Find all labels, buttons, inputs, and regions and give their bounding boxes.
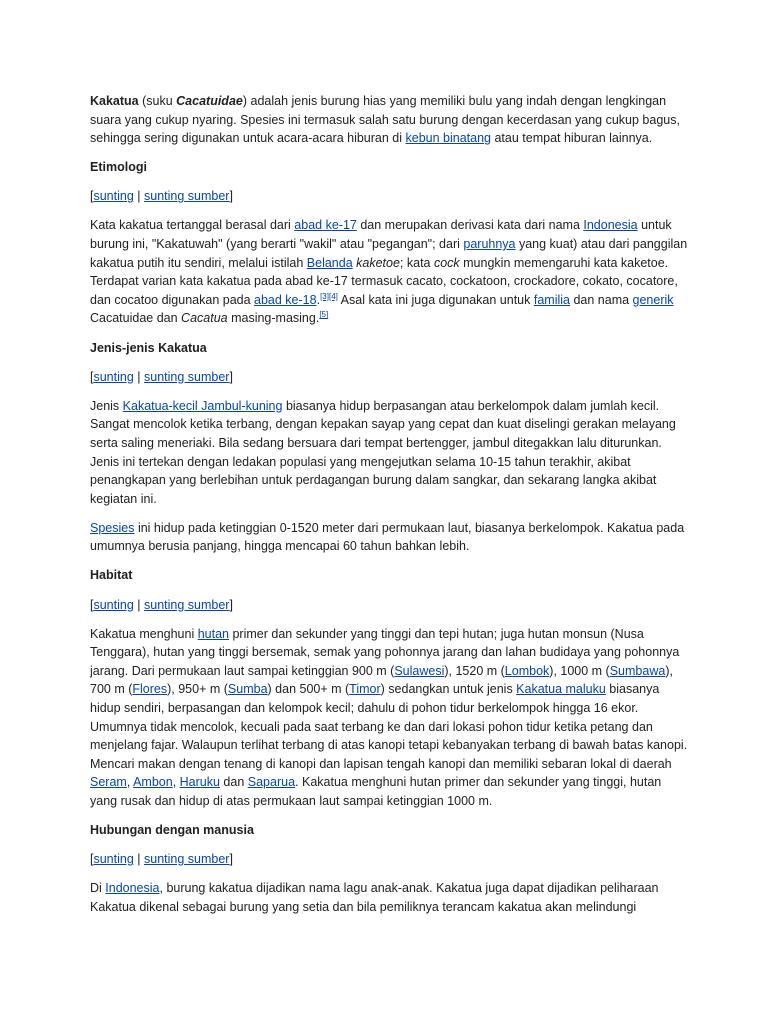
link-generik[interactable]: generik [632,292,674,307]
link-sulawesi[interactable]: Sulawesi [394,663,445,678]
habitat-paragraph: Kakatua menghuni hutan primer dan sekunder yang tinggi dan tepi hutan; juga hutan monsun (Nusa Tenggara), hutan yang tinggi bersemak, semak yang pohonnya jarang dan lahan budidaya yang pohonnya jarang. Dari permukaan laut sampai ketinggian 900 m (Sulawesi), 1520 m (Lombok), 1000 m (Sumbawa), 700 m (Flores), 950+ m (Sumba) dan 500+ m (Timor) sedangkan untuk jenis Kakatua maluku biasanya hidup sendiri, berpasangan dan kelompok kecil; dahulu di pohon tidur berkelompok hingga 16 ekor. Umumnya tidak mencolok, kecuali pada saat terbang ke dan dari lokasi pohon tidur ketika petang dan menjelang fajar. Walaupun terlihat terbang di atas kanopi tetapi kebanyakan terbang di bawah batas kanopi. Mencari makan dengan tenang di kanopi dan lapisan tengah kanopi dan memiliki sebaran lokal di daerah Seram, Ambon, Haruku dan Saparua. Kakatua menghuni hutan primer dan sekunder yang tinggi, hutan yang rusak dan hidup di atas permukaan laut sampai ketinggian 1000 m. [90,626,688,808]
link-sumba[interactable]: Sumba [227,682,268,697]
edit-link-sunting[interactable]: sunting [93,189,134,204]
link-lombok[interactable]: Lombok [504,663,550,678]
article-term: Kakatua [90,94,139,108]
jenis-paragraph-2: Spesies ini hidup pada ketinggian 0-1520 meter dari permukaan laut, biasanya berkelompok. Kakatua pada umumnya berusia panjang, hingga mencapai 60 tahun bahkan lebih. [90,520,685,554]
jenis-paragraph-1: Jenis Kakatua-kecil Jambul-kuning biasanya hidup berpasangan atau berkelompok dalam jumlah kecil. Sangat mencolok ketika terbang, dengan kepakan sayap yang cepat dan kuat diselingi gerakan melayang serta saling meneriaki. Bila sedang bersuara dari tempat bertengger, jambul ditegakkan lalu diturunkan. Jenis ini tertekan dengan ledakan populasi yang mengejutkan selama 10-15 tahun terakhir, akibat penangkapan yang berlebihan untuk perdagangan burung dalam sangkar, dan sekarang langka akibat kegiatan ini. [90,398,676,506]
edit-link-sunting-sumber[interactable]: sunting sumber [144,597,230,612]
hubungan-paragraph: Di Indonesia, burung kakatua dijadikan nama lagu anak-anak. Kakatua juga dapat dijadikan peliharaan Kakatua dikenal sebagai burung yang setia dan bila pemiliknya terancam kakatua akan melindungi [90,881,659,914]
link-hutan[interactable]: hutan [197,626,229,641]
intro-paragraph: Kakatua (suku Cacatuidae) adalah jenis burung hias yang memiliki bulu yang indah dengan lengkingan suara yang cukup nyaring. Spesies ini termasuk salah satu burung dengan kecerdasan yang cukup bagus, sehingga sering digunakan untuk acara-acara hiburan di kebun binatang atau tempat hiburan lainnya. [90,94,680,146]
edit-link-sunting[interactable]: sunting [93,369,134,384]
link-sumbawa[interactable]: Sumbawa [609,663,666,678]
link-indonesia-2[interactable]: Indonesia [105,881,160,896]
edit-links-etimologi: [sunting | sunting sumber] [90,189,233,204]
link-timor[interactable]: Timor [349,682,381,697]
heading-habitat: Habitat [90,568,133,583]
edit-link-sunting[interactable]: sunting [93,852,134,867]
link-paruhnya[interactable]: paruhnya [463,237,516,252]
link-spesies[interactable]: Spesies [90,520,135,535]
link-kakatua-kecil-jambul-kuning[interactable]: Kakatua-kecil Jambul-kuning [122,398,283,413]
ref-3-4[interactable]: [3][4] [320,291,338,301]
article-body [90,92,690,927]
link-saparua[interactable]: Saparua [247,775,296,790]
link-ambon[interactable]: Ambon [133,775,173,790]
edit-link-sunting-sumber[interactable]: sunting sumber [144,189,230,204]
edit-link-sunting[interactable]: sunting [93,597,134,612]
link-familia[interactable]: familia [533,292,570,307]
ref-5[interactable]: [5] [319,310,329,320]
link-kebun-binatang[interactable]: kebun binatang [405,131,491,146]
family-name: Cacatuidae [176,94,243,108]
edit-links-hubungan: [sunting | sunting sumber] [90,852,233,867]
edit-link-sunting-sumber[interactable]: sunting sumber [144,852,230,867]
heading-hubungan-dengan-manusia: Hubungan dengan manusia [90,823,254,838]
link-flores[interactable]: Flores [132,682,168,697]
link-haruku[interactable]: Haruku [179,775,220,790]
heading-etimologi: Etimologi [90,160,147,175]
edit-links-jenis: [sunting | sunting sumber] [90,369,233,384]
link-kakatua-maluku[interactable]: Kakatua maluku [516,682,606,697]
edit-links-habitat: [sunting | sunting sumber] [90,597,233,612]
heading-jenis-jenis-kakatua: Jenis-jenis Kakatua [90,340,207,355]
link-seram[interactable]: Seram [90,775,127,790]
etimologi-paragraph: Kata kakatua tertanggal berasal dari abad ke-17 dan merupakan derivasi kata dari nama Indonesia untuk burung ini, "Kakatuwah" (yang berarti "wakil" atau "pegangan"; dari paruhnya yang kuat) atau dari panggilan kakatua putih itu sendiri, melalui istilah Belanda kaketoe; kata cock mungkin memengaruhi kata kaketoe. Terdapat varian kata kakatua pada abad ke-17 termasuk cacato, cockatoon, crockadore, cokato, cocatore, dan cocatoo digunakan pada abad ke-18.[3][4] Asal kata ini juga digunakan untuk familia dan nama generik Cacatuidae dan Cacatua masing-masing.[5] [90,218,688,326]
link-indonesia[interactable]: Indonesia [583,218,638,233]
link-abad-ke-17[interactable]: abad ke-17 [294,218,357,233]
link-abad-ke-18[interactable]: abad ke-18 [254,292,317,307]
link-belanda[interactable]: Belanda [306,255,353,270]
edit-link-sunting-sumber[interactable]: sunting sumber [144,369,230,384]
